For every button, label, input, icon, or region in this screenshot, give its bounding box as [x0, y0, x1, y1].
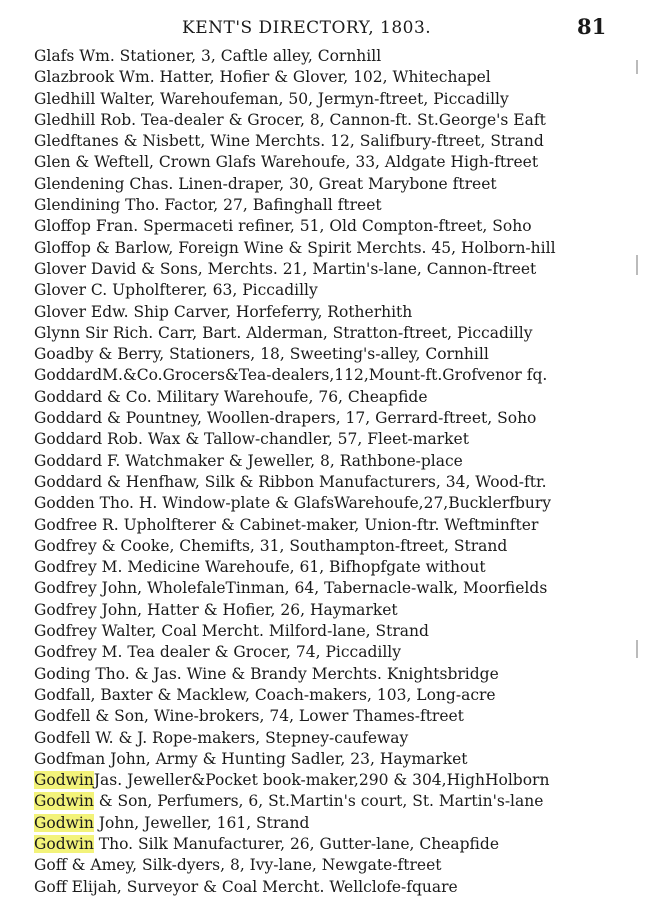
- page-edge-mark: [636, 255, 638, 275]
- entry-text: Godfree R. Upholfterer & Cabinet-maker, Union-ftr. Weftminfter: [34, 515, 539, 534]
- highlighted-surname: Godwin: [34, 792, 94, 811]
- directory-entry: [34, 238, 634, 259]
- directory-entry: [34, 728, 634, 749]
- directory-entry: [34, 472, 634, 493]
- directory-entries: [34, 46, 634, 898]
- entry-text: & Son, Perfumers, 6, St.Martin's court, St. Martin's-lane: [93, 792, 544, 811]
- entry-text: Goddard & Pountney, Woollen-drapers, 17, Gerrard-ftreet, Soho: [34, 409, 537, 428]
- directory-entry: [34, 557, 634, 578]
- entry-text: Godfell W. & J. Rope-makers, Stepney-caufeway: [34, 728, 409, 747]
- entry-text: Gledhill Walter, Warehoufeman, 50, Jermyn-ftreet, Piccadilly: [34, 89, 509, 108]
- entry-text: Glover C. Upholfterer, 63, Piccadilly: [34, 281, 318, 300]
- highlighted-surname: Godwin: [34, 813, 94, 832]
- page-edge-mark: [636, 640, 638, 658]
- entry-text: Glynn Sir Rich. Carr, Bart. Alderman, Stratton-ftreet, Piccadilly: [34, 323, 533, 342]
- entry-text: Godfman John, Army & Hunting Sadler, 23, Haymarket: [34, 749, 468, 768]
- entry-text: Godfrey M. Tea dealer & Grocer, 74, Piccadilly: [34, 643, 402, 662]
- entry-text: Gledftanes & Nisbett, Wine Merchts. 12, Salifbury-ftreet, Strand: [34, 132, 544, 151]
- directory-entry: [34, 749, 634, 770]
- directory-entry: [34, 451, 634, 472]
- directory-entry: [34, 855, 634, 876]
- entry-text: Gloffop & Barlow, Foreign Wine & Spirit Merchts. 45, Holborn-hill: [34, 238, 556, 257]
- entry-text: Godfrey John, Hatter & Hofier, 26, Haymarket: [34, 600, 398, 619]
- entry-text: Godfall, Baxter & Macklew, Coach-makers, 103, Long-acre: [34, 685, 496, 704]
- entry-text: GoddardM.&Co.Grocers&Tea-dealers,112,Mount-ft.Grofvenor fq.: [34, 366, 548, 385]
- directory-entry: [34, 46, 634, 67]
- directory-entry: [34, 131, 634, 152]
- directory-entry: [34, 195, 634, 216]
- directory-entry: [34, 387, 634, 408]
- entry-text: Gledhill Rob. Tea-dealer & Grocer, 8, Cannon-ft. St.George's Eaft: [34, 110, 546, 129]
- entry-text: Glafs Wm. Stationer, 3, Caftle alley, Cornhill: [34, 47, 382, 65]
- directory-entry: [34, 280, 634, 301]
- entry-text: Glen & Weftell, Crown Glafs Warehoufe, 33, Aldgate High-ftreet: [34, 153, 539, 172]
- directory-entry: [34, 642, 634, 663]
- directory-entry: [34, 408, 634, 429]
- highlighted-surname: Godwin: [34, 834, 94, 853]
- entry-text: Goddard & Co. Military Warehoufe, 76, Cheapfide: [34, 387, 428, 406]
- directory-entry: [34, 578, 634, 599]
- directory-entry: [34, 834, 634, 855]
- directory-entry: [34, 770, 634, 791]
- entry-text: Tho. Silk Manufacturer, 26, Gutter-lane, Cheapfide: [93, 834, 499, 853]
- running-title: KENT'S DIRECTORY, 1803.: [182, 18, 432, 38]
- directory-entry: [34, 89, 634, 110]
- directory-entry: [34, 67, 634, 88]
- directory-entry: [34, 365, 634, 386]
- page-edge-mark: [636, 60, 638, 74]
- directory-entry: [34, 110, 634, 131]
- page-number: 81: [577, 14, 607, 39]
- entry-text: Goddard & Henfhaw, Silk & Ribbon Manufacturers, 34, Wood-ftr.: [34, 472, 547, 491]
- directory-entry: [34, 515, 634, 536]
- directory-entry: [34, 493, 634, 514]
- entry-text: Glendening Chas. Linen-draper, 30, Great Marybone ftreet: [34, 174, 497, 193]
- directory-entry: [34, 152, 634, 173]
- entry-text: Goff & Amey, Silk-dyers, 8, Ivy-lane, Newgate-ftreet: [34, 856, 442, 875]
- directory-entry: [34, 323, 634, 344]
- directory-entry: [34, 706, 634, 727]
- entry-text: Goddard Rob. Wax & Tallow-chandler, 57, Fleet-market: [34, 430, 469, 449]
- directory-entry: [34, 536, 634, 557]
- directory-entry: [34, 259, 634, 280]
- entry-text: Godfrey & Cooke, Chemifts, 31, Southampton-ftreet, Strand: [34, 536, 508, 555]
- directory-entry: [34, 877, 634, 898]
- entry-text: Glendining Tho. Factor, 27, Bafinghall ftreet: [34, 196, 382, 215]
- directory-entry: [34, 791, 634, 812]
- entry-text: Jas. Jeweller&Pocket book-maker,290 & 304,HighHolborn: [93, 771, 550, 790]
- entry-text: John, Jeweller, 161, Strand: [93, 813, 310, 832]
- directory-entry: [34, 685, 634, 706]
- entry-text: Godfrey John, WholefaleTinman, 64, Tabernacle-walk, Moorfields: [34, 579, 548, 598]
- entry-text: Goding Tho. & Jas. Wine & Brandy Merchts. Knightsbridge: [34, 664, 499, 683]
- directory-entry: [34, 302, 634, 323]
- directory-entry: [34, 664, 634, 685]
- directory-entry: [34, 174, 634, 195]
- entry-text: Godfell & Son, Wine-brokers, 74, Lower Thames-ftreet: [34, 707, 464, 726]
- page-header: [0, 14, 645, 42]
- entry-text: Glover David & Sons, Merchts. 21, Martin's-lane, Cannon-ftreet: [34, 259, 537, 278]
- entry-text: Gloffop Fran. Spermaceti refiner, 51, Old Compton-ftreet, Soho: [34, 217, 532, 236]
- entry-text: Goadby & Berry, Stationers, 18, Sweeting's-alley, Cornhill: [34, 345, 489, 364]
- directory-entry: [34, 600, 634, 621]
- highlighted-surname: Godwin: [34, 771, 94, 790]
- entry-text: Glover Edw. Ship Carver, Horfeferry, Rotherhith: [34, 302, 413, 321]
- entry-text: Goff Elijah, Surveyor & Coal Mercht. Wellclofe-fquare: [34, 877, 458, 896]
- directory-entry: [34, 216, 634, 237]
- entry-text: Goddard F. Watchmaker & Jeweller, 8, Rathbone-place: [34, 451, 463, 470]
- entry-text: Glazbrook Wm. Hatter, Hofier & Glover, 102, Whitechapel: [34, 68, 491, 87]
- entry-text: Godden Tho. H. Window-plate & GlafsWarehoufe,27,Bucklerfbury: [34, 494, 552, 513]
- directory-entry: [34, 344, 634, 365]
- entry-text: Godfrey M. Medicine Warehoufe, 61, Bifhopfgate without: [34, 558, 486, 577]
- directory-entry: [34, 621, 634, 642]
- directory-entry: [34, 813, 634, 834]
- directory-entry: [34, 429, 634, 450]
- entry-text: Godfrey Walter, Coal Mercht. Milford-lane, Strand: [34, 622, 429, 641]
